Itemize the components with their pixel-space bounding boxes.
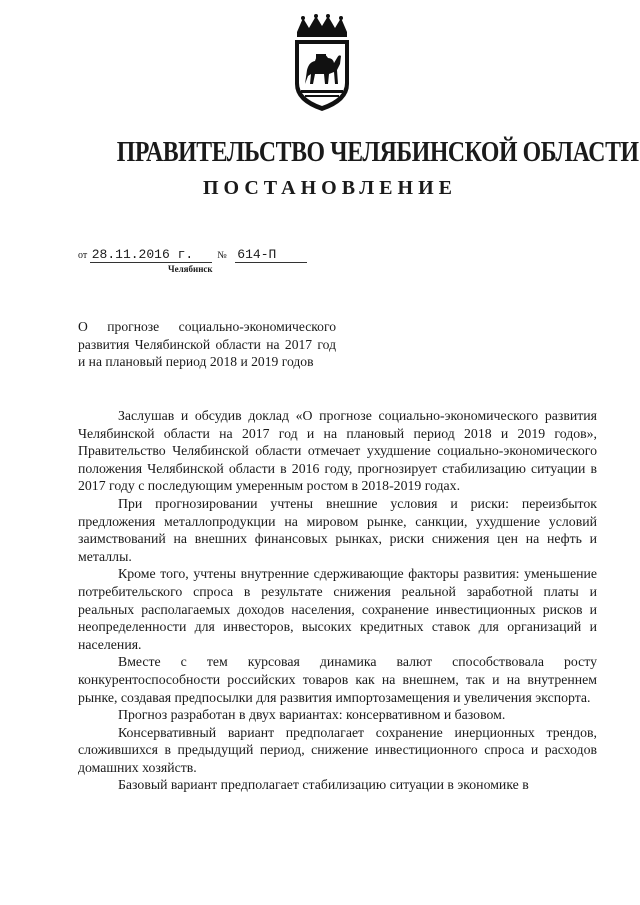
document-subject: О прогнозе социально-экономического развития Челябинской области на 2017 год и на плановый период 2018 и 2019 годов (78, 319, 336, 369)
document-body (78, 407, 597, 794)
organization-title: ПРАВИТЕЛЬСТВО ЧЕЛЯБИНСКОЙ ОБЛАСТИ (116, 136, 639, 168)
body-paragraph: Заслушав и обсудив доклад «О прогнозе социально-экономического развития Челябинской области на 2017 год и на плановый период 2018 и 2019 годов», Правительство Челябинской области отмечает ухудшение социально-экономического положения Челябинской области в 2016 году, прогнозирует стабилизацию ситуации в 2017 году с последующим умеренным ростом в 2018-2019 годах. (78, 408, 597, 494)
body-paragraph: При прогнозировании учтены внешние условия и риски: переизбыток предложения металлопродукции на мировом рынке, санкции, ухудшение условий заимствований на внешних финансовых рынках, риски снижения цен на нефть и металлы. (78, 495, 597, 564)
body-paragraph: Прогноз разработан в двух вариантах: консервативном и базовом. (118, 707, 506, 723)
body-paragraph: Консервативный вариант предполагает сохранение инерционных трендов, сложившихся в предыдущий период, снижение инвестиционного спроса и расходов домашних хозяйств. (78, 724, 597, 775)
chelyabinsk-coat-of-arms-icon (289, 14, 355, 114)
document-meta (78, 248, 307, 263)
date-prefix: от (78, 250, 88, 261)
number-prefix: № (217, 250, 227, 261)
body-paragraph: Базовый вариант предполагает стабилизацию ситуации в экономике в (118, 777, 529, 793)
document-type: ПОСТАНОВЛЕНИЕ (203, 177, 457, 199)
body-paragraph: Кроме того, учтены внутренние сдерживающие факторы развития: уменьшение потребительского спроса в результате снижения реальной заработной платы и реальных располагаемых доходов населения, сохранение инвестиционных рисков и неопределенности для инвесторов, высоких кредитных ставок для организаций и населения. (78, 566, 597, 652)
document-date: 28.11.2016 г. (90, 248, 212, 263)
document-city: Челябинск (168, 264, 213, 274)
body-paragraph: Вместе с тем курсовая динамика валют способствовала росту конкурентоспособности российских товаров как на внешнем, так и на внутреннем рынке, создавая предпосылки для развития импортозамещения и увеличения экспорта. (78, 654, 597, 705)
document-number: 614-П (235, 248, 307, 263)
